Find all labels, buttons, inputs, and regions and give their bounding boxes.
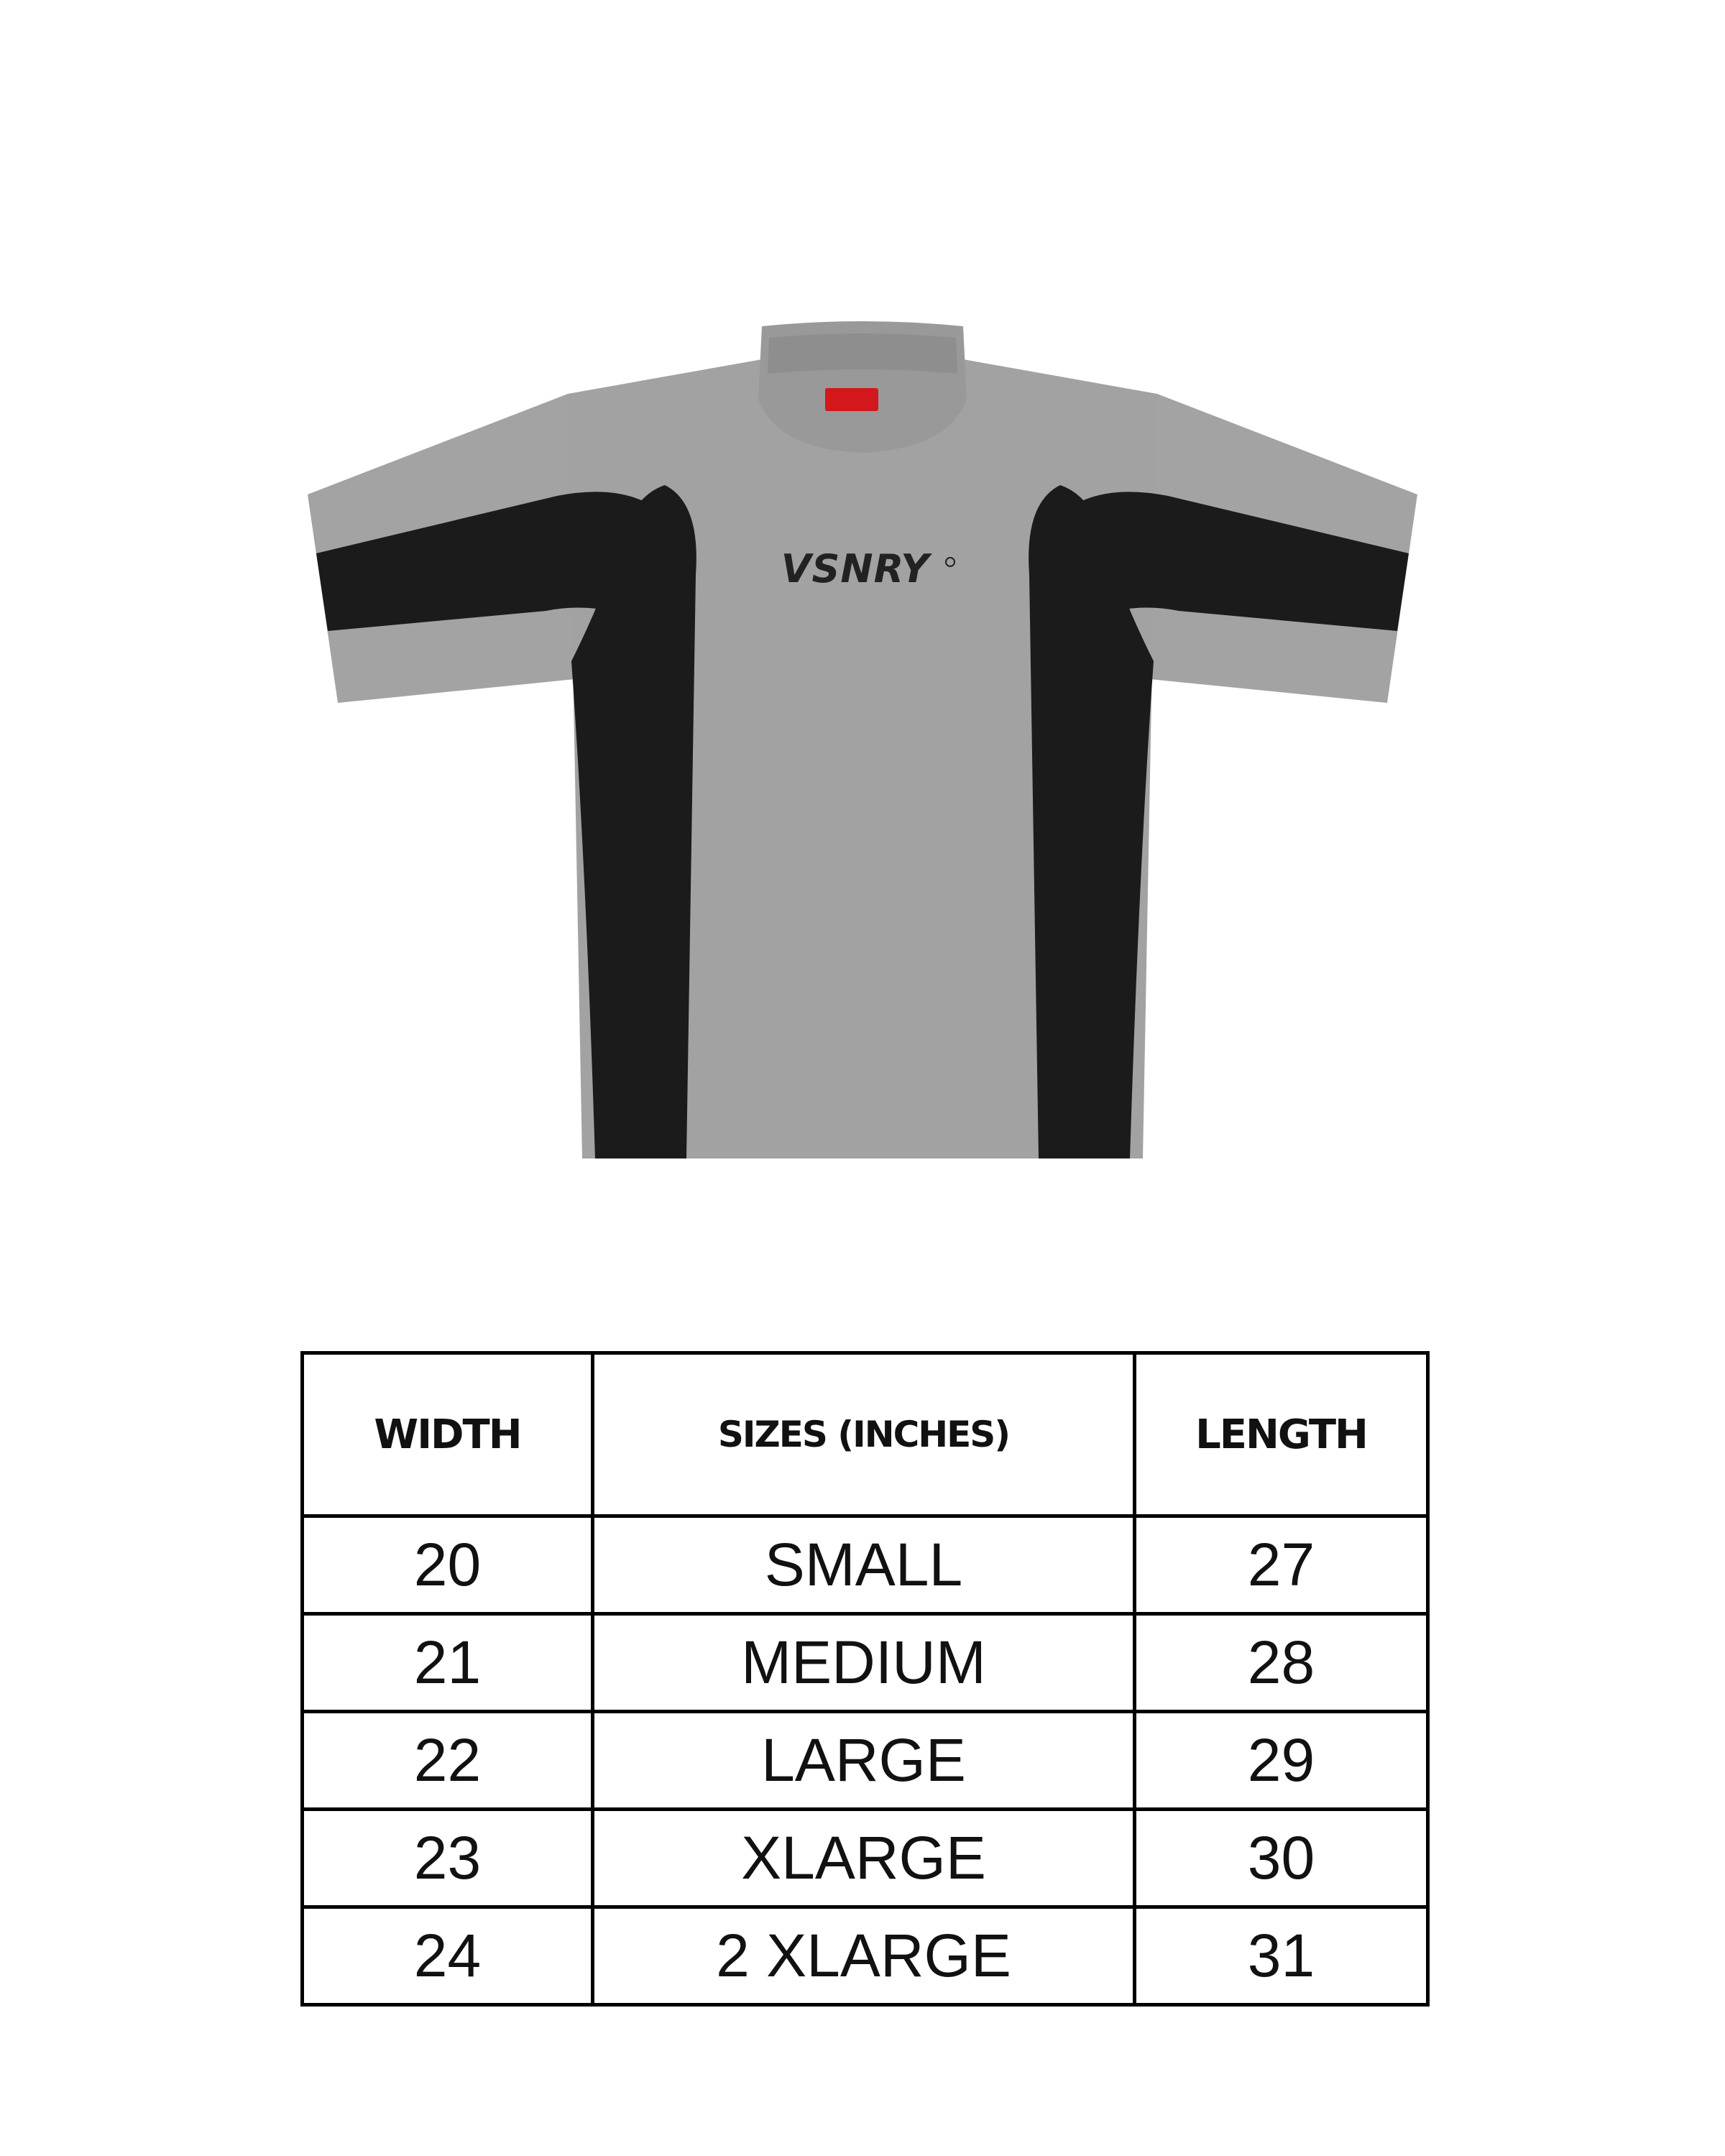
- table-header-row: [303, 1353, 1428, 1516]
- cell-length: 28: [1135, 1614, 1428, 1712]
- table-row: [303, 1516, 1428, 1614]
- cell-length: 31: [1135, 1907, 1428, 2005]
- cell-size: SMALL: [593, 1516, 1135, 1614]
- cell-size: LARGE: [593, 1712, 1135, 1810]
- cell-size: MEDIUM: [593, 1614, 1135, 1712]
- red-tag: [825, 388, 878, 411]
- cell-length: 30: [1135, 1810, 1428, 1907]
- cell-width: 20: [303, 1516, 593, 1614]
- cell-width: 24: [303, 1907, 593, 2005]
- table-row: [303, 1614, 1428, 1712]
- cell-width: 21: [303, 1614, 593, 1712]
- table-row: [303, 1907, 1428, 2005]
- cell-length: 29: [1135, 1712, 1428, 1810]
- header-width: WIDTH: [303, 1353, 593, 1516]
- collar-inner: [768, 333, 957, 374]
- cell-width: 23: [303, 1810, 593, 1907]
- cell-size: XLARGE: [593, 1810, 1135, 1907]
- header-size: SIZES (INCHES): [593, 1353, 1135, 1516]
- size-chart-table: [300, 1351, 1430, 2007]
- chest-logo: VSNRY: [781, 546, 930, 591]
- cell-size: 2 XLARGE: [593, 1907, 1135, 2005]
- cell-length: 27: [1135, 1516, 1428, 1614]
- header-length: LENGTH: [1135, 1353, 1428, 1516]
- cell-width: 22: [303, 1712, 593, 1810]
- table-row: [303, 1712, 1428, 1810]
- table-row: [303, 1810, 1428, 1907]
